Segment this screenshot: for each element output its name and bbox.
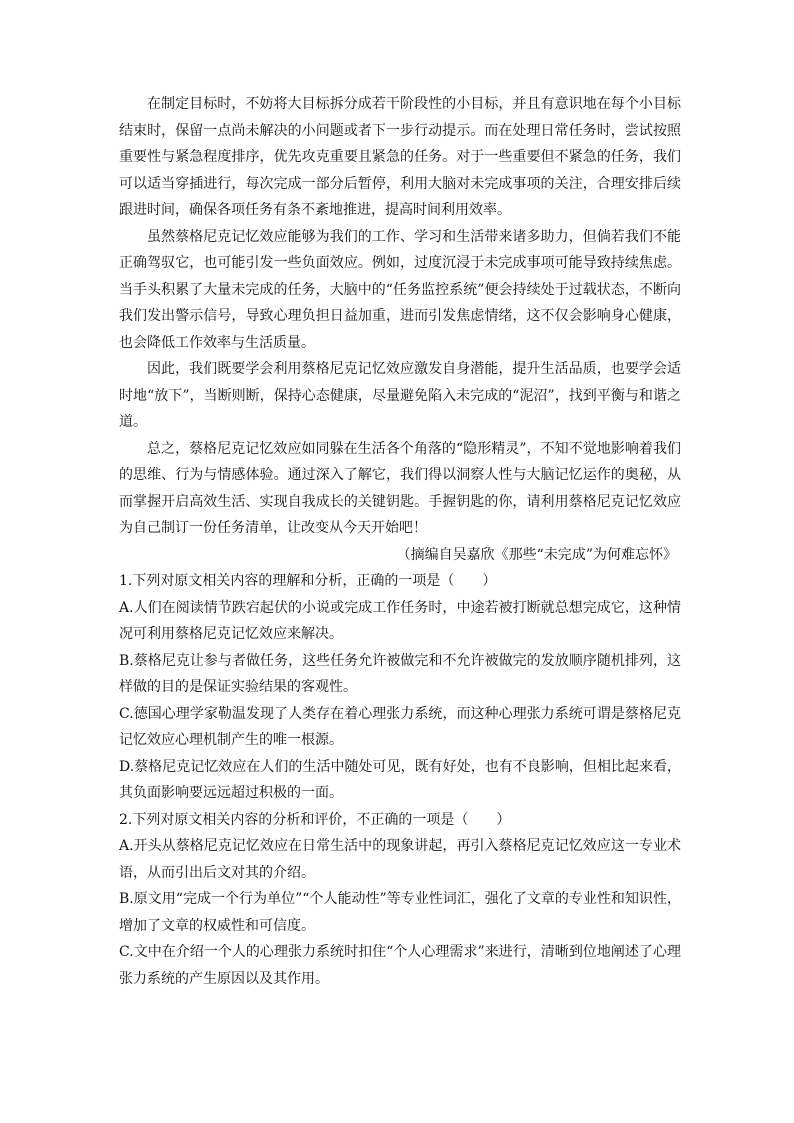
option-b: B.原文用“完成一个行为单位”“个人能动性”等专业性词汇，强化了文章的专业性和知识性，增加了文章的权威性和可信度。 (119, 891, 681, 934)
document-page (119, 91, 681, 992)
question-1 (119, 568, 681, 807)
option-c: C.文中在介绍一个人的心理张力系统时扣住“个人心理需求”来进行，清晰到位地阐述了心理张力系统的产生原因以及其作用。 (119, 944, 681, 987)
article-source: （摘编自吴嘉欣《那些“未完成”为何难忘怀》 (396, 546, 677, 563)
question-stem: 1.下列对原文相关内容的理解和分析，正确的一项是（ ） (119, 573, 497, 589)
option-b: B.蔡格尼克让参与者做任务，这些任务允许被做完和不允许被做完的发放顺序随机排列，这样做的目的是保证实验结果的客观性。 (119, 652, 681, 695)
question-2 (119, 807, 681, 993)
option-a: A.开头从蔡格尼克记忆效应在日常生活中的现象讲起，再引入蔡格尼克记忆效应这一专业术语，从而引出后文对其的介绍。 (119, 838, 681, 881)
article-body (119, 91, 681, 568)
article-paragraph: 总之，蔡格尼克记忆效应如同躲在生活各个角落的“隐形精灵”，不知不觉地影响着我们的思维、行为与情感体验。通过深入了解它，我们得以洞察人性与大脑记忆运作的奥秘，从而掌握开启高效生活、实现自我成长的关键钥匙。手握钥匙的你，请利用蔡格尼克记忆效应为自己制订一份任务清单，让改变从今天开始吧！ (119, 440, 681, 536)
article-paragraph: 虽然蔡格尼克记忆效应能够为我们的工作、学习和生活带来诸多助力，但倘若我们不能正确驾驭它，也可能引发一些负面效应。例如，过度沉浸于未完成事项可能导致持续焦虑。当手头积累了大量未完成的任务，大脑中的“任务监控系统”便会持续处于过载状态，不断向我们发出警示信号，导致心理负担日益加重，进而引发焦虑情绪，这不仅会影响身心健康，也会降低工作效率与生活质量。 (119, 228, 681, 351)
article-paragraph: 在制定目标时，不妨将大目标拆分成若干阶段性的小目标，并且有意识地在每个小目标结束时，保留一点尚未解决的小问题或者下一步行动提示。而在处理日常任务时，尝试按照重要性与紧急程度排序，优先攻克重要且紧急的任务。对于一些重要但不紧急的任务，我们可以适当穿插进行，每次完成一部分后暂停，利用大脑对未完成事项的关注，合理安排后续跟进时间，确保各项任务有条不紊地推进，提高时间利用效率。 (119, 96, 681, 218)
option-d: D.蔡格尼克记忆效应在人们的生活中随处可见，既有好处，也有不良影响，但相比起来看，其负面影响要远远超过积极的一面。 (119, 758, 681, 801)
option-a: A.人们在阅读情节跌宕起伏的小说或完成工作任务时，中途若被打断就总想完成它，这种情况可利用蔡格尼克记忆效应来解决。 (119, 599, 681, 642)
question-stem: 2.下列对原文相关内容的分析和评价，不正确的一项是（ ） (119, 811, 511, 828)
option-c: C.德国心理学家勒温发现了人类存在着心理张力系统，而这种心理张力系统可谓是蔡格尼克记忆效应心理机制产生的唯一根源。 (119, 705, 681, 748)
article-paragraph: 因此，我们既要学会利用蔡格尼克记忆效应激发自身潜能，提升生活品质，也要学会适时地“放下”，当断则断，保持心态健康，尽量避免陷入未完成的“泥沼”，找到平衡与和谐之道。 (119, 361, 681, 430)
